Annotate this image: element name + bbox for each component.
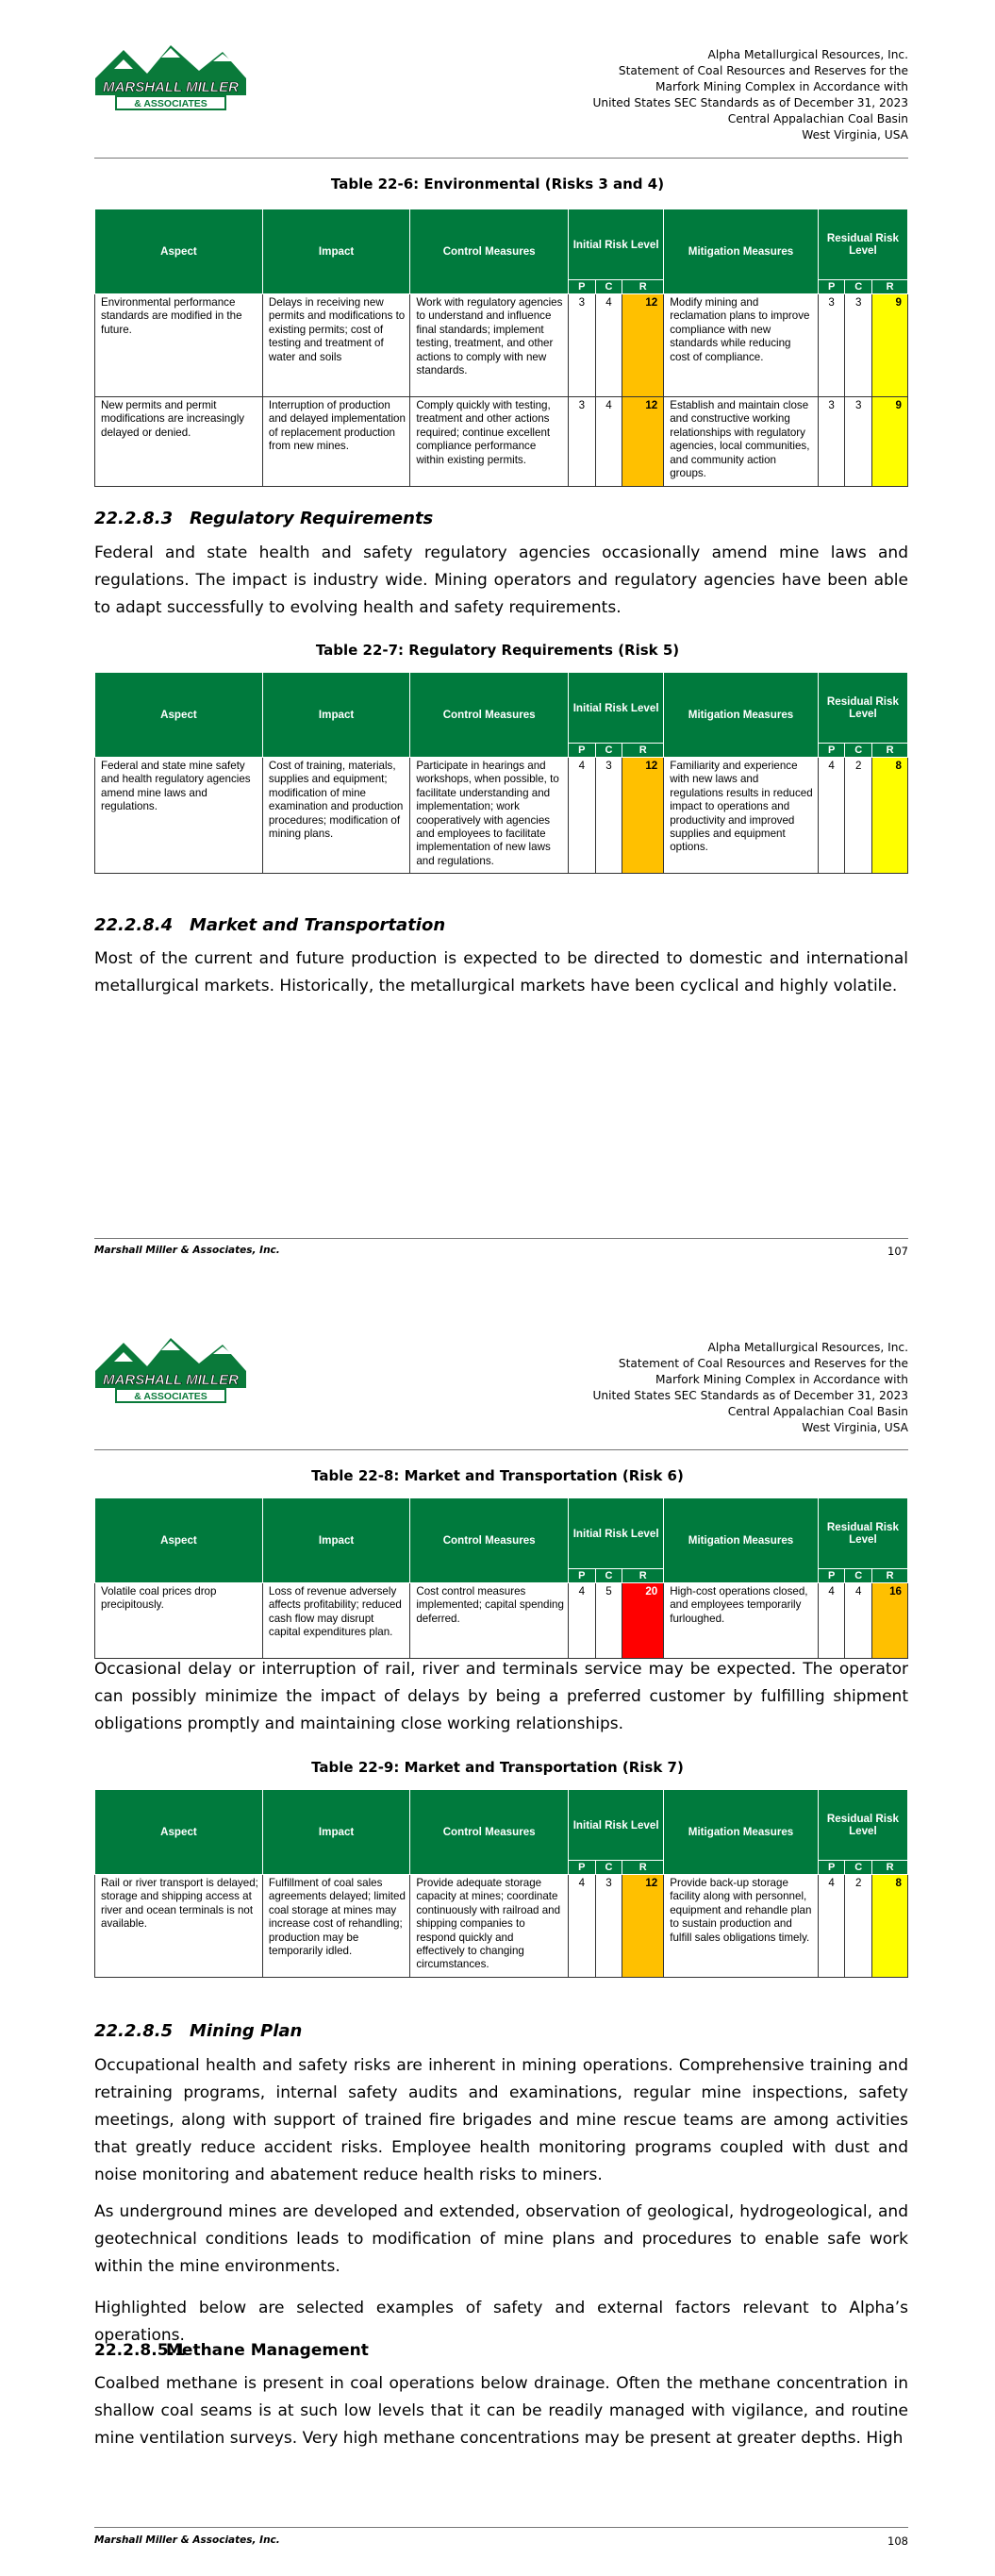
table-caption: Table 22-8: Market and Transportation (Risk 6) [311,1467,684,1484]
page-number: 107 [887,1245,908,1258]
document-header [592,1340,908,1436]
col-r: R [622,744,664,758]
cell-residual-r: 8 [872,758,908,874]
cell-initial-r: 20 [622,1583,664,1659]
col-impact: Impact [262,209,409,294]
col-r: R [872,1569,908,1583]
section-paragraph: Occupational health and safety risks are inherent in mining operations. Comprehensive training and retraining programs, internal safety audits and examinations, regular mine inspections, safety meetings, along with support of trained fire brigades and mine rescue teams are among activities that greatly reduce accident risks. Employee health monitoring programs coupled with dust and noise monitoring and abatement reduce health risks to miners. [94,2056,908,2184]
cell-impact: Loss of revenue adversely affects profitability; reduced cash flow may disrupt capital expenditures plan. [262,1583,409,1659]
cell-residual-p: 4 [818,758,845,874]
subsection-number: 22.2.8.5.1 [94,2341,186,2360]
cell-impact: Interruption of production and delayed implementation of replacement production from new mines. [262,397,409,487]
col-residual-risk: Residual Risk Level [818,1790,907,1861]
header-line: Central Appalachian Coal Basin [727,1405,908,1418]
col-p: P [818,744,845,758]
cell-initial-p: 4 [569,758,596,874]
col-impact: Impact [262,1498,409,1583]
col-initial-risk: Initial Risk Level [569,673,664,744]
col-p: P [818,280,845,294]
col-residual-risk: Residual Risk Level [818,673,907,744]
section-paragraph: Federal and state health and safety regulatory agencies occasionally amend mine laws and regulations. The impact is industry wide. Mining operators and regulatory agencies have been able to adapt successfully to evolving health and safety requirements. [94,544,908,617]
paragraph: Occasional delay or interruption of rail, river and terminals service may be expected. The operator can possibly minimize the impact of delays by being a preferred customer by fulfilling shipment obligations promptly and maintaining close working relationships. [94,1660,908,1733]
cell-initial-c: 3 [595,1875,622,1978]
table-caption: Table 22-6: Environmental (Risks 3 and 4) [330,176,665,192]
col-r: R [872,744,908,758]
col-aspect: Aspect [95,1790,263,1875]
section-number: 22.2.8.5 [94,2021,174,2041]
header-line: Statement of Coal Resources and Reserves for the [618,1357,908,1370]
cell-initial-p: 4 [569,1583,596,1659]
col-c: C [845,1861,872,1875]
header-line: Alpha Metallurgical Resources, Inc. [707,1341,908,1354]
section-paragraph: As underground mines are developed and extended, observation of geological, hydrogeological, and geotechnical conditions leads to modification of mine plans and procedures to enable safe work within the mine environments. [94,2202,908,2276]
table-row [95,1875,908,1978]
header-line: Marfork Mining Complex in Accordance with [655,80,908,93]
table-caption: Table 22-9: Market and Transportation (Risk 7) [311,1759,684,1776]
svg-text:& ASSOCIATES: & ASSOCIATES [134,1391,207,1402]
cell-residual-r: 9 [872,397,908,487]
header-divider [94,1449,908,1450]
col-p: P [569,280,596,294]
cell-impact: Delays in receiving new permits and modifications to existing permits; cost of testing and treatment of water and soils [262,294,409,397]
cell-aspect: New permits and permit modifications are increasingly delayed or denied. [95,397,263,487]
cell-initial-r: 12 [622,397,664,487]
section-heading [94,509,433,528]
risk-table-market-6 [94,1497,908,1659]
cell-aspect: Environmental performance standards are modified in the future. [95,294,263,397]
header-line: Statement of Coal Resources and Reserves for the [618,64,908,77]
col-c: C [595,1861,622,1875]
cell-residual-r: 16 [872,1583,908,1659]
cell-aspect: Volatile coal prices drop precipitously. [95,1583,263,1659]
col-aspect: Aspect [95,1498,263,1583]
cell-residual-p: 4 [818,1583,845,1659]
cell-residual-c: 2 [845,758,872,874]
section-heading [94,2021,302,2041]
header-divider [94,158,908,159]
header-line: West Virginia, USA [802,1421,908,1434]
col-p: P [818,1861,845,1875]
company-logo [95,1333,246,1404]
cell-initial-p: 3 [569,397,596,487]
cell-residual-c: 3 [845,294,872,397]
col-c: C [595,744,622,758]
cell-residual-p: 3 [818,397,845,487]
footer-company: Marshall Miller & Associates, Inc. [94,2534,280,2546]
cell-mitigation: High-cost operations closed, and employees temporarily furloughed. [664,1583,819,1659]
col-impact: Impact [262,1790,409,1875]
subsection-paragraph: Coalbed methane is present in coal operations below drainage. Often the methane concentration in shallow coal seams is at such low levels that it can be readily managed with vigilance, and routine mine ventilation surveys. Very high methane concentrations may be present at greater depths. High [94,2374,908,2448]
header-line: Alpha Metallurgical Resources, Inc. [707,48,908,61]
col-r: R [622,280,664,294]
cell-initial-c: 4 [595,397,622,487]
page-108 [0,1293,995,2576]
risk-table-regulatory [94,672,908,874]
col-c: C [845,744,872,758]
cell-control: Comply quickly with testing, treatment and other actions required; continue excellent compliance performance within existing permits. [410,397,569,487]
cell-initial-c: 4 [595,294,622,397]
cell-residual-c: 2 [845,1875,872,1978]
col-residual-risk: Residual Risk Level [818,209,907,280]
cell-residual-p: 3 [818,294,845,397]
cell-initial-p: 3 [569,294,596,397]
cell-initial-r: 12 [622,758,664,874]
cell-control: Work with regulatory agencies to understand and influence final standards; implement testing, treatment, and other actions to comply with new standards. [410,294,569,397]
col-c: C [845,1569,872,1583]
header-line: West Virginia, USA [802,128,908,142]
cell-aspect: Rail or river transport is delayed; storage and shipping access at river and ocean terminals is not available. [95,1875,263,1978]
cell-mitigation: Provide back-up storage facility along with personnel, equipment and rehandle plan to sustain production and fulfill sales obligations timely. [664,1875,819,1978]
col-c: C [595,1569,622,1583]
col-control: Control Measures [410,673,569,758]
table-caption: Table 22-7: Regulatory Requirements (Risk 5) [315,642,680,659]
section-paragraph: Most of the current and future production is expected to be directed to domestic and international metallurgical markets. Historically, the metallurgical markets have been cyclical and highly volatile. [94,949,908,995]
cell-control: Provide adequate storage capacity at mines; coordinate continuously with railroad and shipping companies to respond quickly and effectively to changing circumstances. [410,1875,569,1978]
col-initial-risk: Initial Risk Level [569,1790,664,1861]
col-p: P [569,744,596,758]
svg-text:MARSHALL MILLER: MARSHALL MILLER [103,79,239,95]
cell-aspect: Federal and state mine safety and health regulatory agencies amend mine laws and regulations. [95,758,263,874]
col-mitigation: Mitigation Measures [664,1790,819,1875]
cell-control: Participate in hearings and workshops, when possible, to facilitate understanding and implementation; work cooperatively with agencies and employees to facilitate implementation of new laws and regulations. [410,758,569,874]
section-title: Mining Plan [190,2021,303,2041]
cell-mitigation: Modify mining and reclamation plans to improve compliance with new standards while reducing cost of compliance. [664,294,819,397]
cell-residual-r: 8 [872,1875,908,1978]
subsection-title: Methane Management [166,2341,369,2360]
col-mitigation: Mitigation Measures [664,209,819,294]
cell-control: Cost control measures implemented; capital spending deferred. [410,1583,569,1659]
svg-text:MARSHALL MILLER: MARSHALL MILLER [103,1372,239,1388]
footer-divider [94,1238,908,1239]
col-aspect: Aspect [95,673,263,758]
table-row [95,294,908,397]
section-number: 22.2.8.4 [94,915,174,935]
cell-residual-c: 4 [845,1583,872,1659]
footer-divider [94,2527,908,2528]
header-line: United States SEC Standards as of December 31, 2023 [592,1389,908,1402]
risk-table-market-7 [94,1789,908,1978]
col-mitigation: Mitigation Measures [664,673,819,758]
svg-text:& ASSOCIATES: & ASSOCIATES [134,98,207,109]
col-r: R [872,280,908,294]
company-logo [95,41,246,111]
header-line: Marfork Mining Complex in Accordance with [655,1373,908,1386]
section-paragraph: Highlighted below are selected examples of safety and external factors relevant to Alpha’s operations. [94,2299,908,2345]
col-p: P [569,1861,596,1875]
cell-impact: Fulfillment of coal sales agreements delayed; limited coal storage at mines may increase cost of rehandling; production may be temporarily idled. [262,1875,409,1978]
risk-table-environmental [94,209,908,487]
col-c: C [595,280,622,294]
document-header [592,47,908,143]
cell-initial-r: 12 [622,1875,664,1978]
col-r: R [622,1569,664,1583]
col-p: P [569,1569,596,1583]
cell-residual-p: 4 [818,1875,845,1978]
header-line: Central Appalachian Coal Basin [727,112,908,125]
cell-impact: Cost of training, materials, supplies and equipment; modification of mine examination and production procedures; modification of mining plans. [262,758,409,874]
col-control: Control Measures [410,1790,569,1875]
col-c: C [845,280,872,294]
header-line: United States SEC Standards as of December 31, 2023 [592,96,908,109]
col-initial-risk: Initial Risk Level [569,1498,664,1569]
section-title: Regulatory Requirements [190,509,434,528]
cell-initial-r: 12 [622,294,664,397]
col-r: R [622,1861,664,1875]
section-number: 22.2.8.3 [94,509,174,528]
cell-residual-r: 9 [872,294,908,397]
col-aspect: Aspect [95,209,263,294]
table-row [95,397,908,487]
col-initial-risk: Initial Risk Level [569,209,664,280]
col-r: R [872,1861,908,1875]
footer-company: Marshall Miller & Associates, Inc. [94,1245,280,1256]
col-control: Control Measures [410,1498,569,1583]
page-number: 108 [887,2534,908,2548]
subsection-heading [94,2341,369,2360]
col-residual-risk: Residual Risk Level [818,1498,907,1569]
cell-initial-c: 3 [595,758,622,874]
col-control: Control Measures [410,209,569,294]
section-heading [94,915,445,935]
section-title: Market and Transportation [190,915,446,935]
cell-mitigation: Familiarity and experience with new laws and regulations results in reduced impact to operations and productivity and improved supplies and equipment options. [664,758,819,874]
cell-initial-c: 5 [595,1583,622,1659]
cell-mitigation: Establish and maintain close and constructive working relationships with regulatory agencies, local communities, and community action groups. [664,397,819,487]
col-mitigation: Mitigation Measures [664,1498,819,1583]
table-row [95,758,908,874]
cell-residual-c: 3 [845,397,872,487]
col-impact: Impact [262,673,409,758]
cell-initial-p: 4 [569,1875,596,1978]
table-row [95,1583,908,1659]
col-p: P [818,1569,845,1583]
